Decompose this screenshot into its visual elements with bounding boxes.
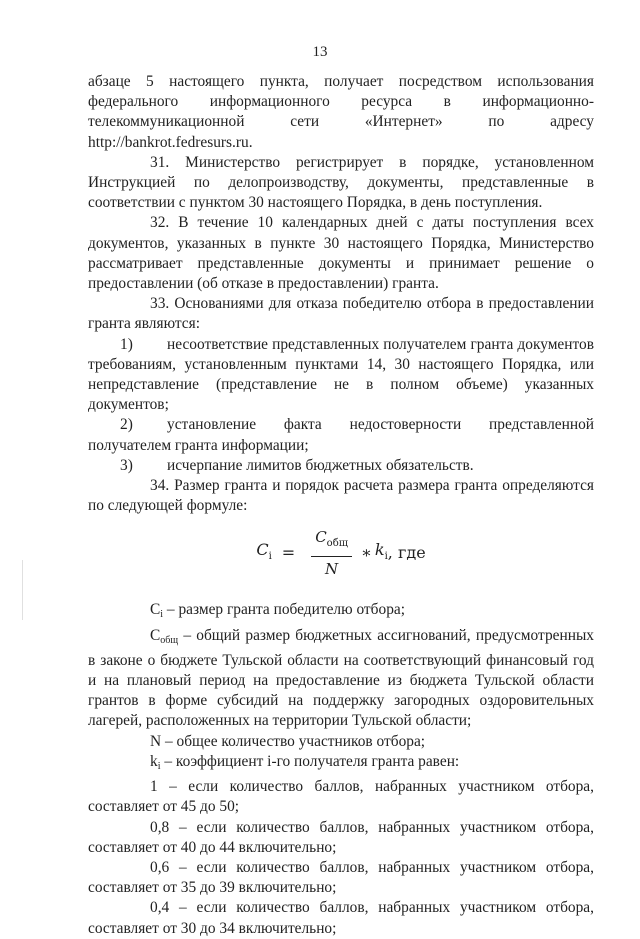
- formula-fraction: [311, 527, 352, 579]
- definition-cobsh: Cобщ – общий размер бюджетных ассигнований, предусмотренных в законе о бюджете Тульской области на соответствующий финансовый год и на плановый период на предоставление из бюджета Тульской области грантов в форме субсидий на поддержку загородных оздоровительных лагерей, расположенных на территории Тульской области;: [88, 626, 594, 730]
- definition-ci: Ci – размер гранта победителю отбора;: [150, 601, 405, 621]
- list-item-number: 2): [120, 416, 133, 434]
- paragraph-32: 32. В течение 10 календарных дней с даты поступления всех документов, указанных в пункте 30 настоящего Порядка, Министерство рассматривает представленные документы и принимает решение о предоставлении (об отказе в предоставлении) гранта.: [88, 214, 594, 293]
- list-item-text: установление факта недостоверности представленной получателем гранта информации;: [88, 416, 594, 454]
- list-item-33-3: [88, 456, 594, 476]
- scan-margin-mark: [22, 560, 23, 620]
- page-number: 13: [312, 44, 328, 60]
- paragraph-34: 34. Размер гранта и порядок расчета размера гранта определяются по следующей формуле:: [88, 477, 594, 515]
- formula-equals: =: [281, 543, 296, 563]
- definition-n: N – общее количество участников отбора;: [150, 732, 426, 750]
- list-item-number: 1): [120, 335, 133, 353]
- list-item-33-2: [88, 415, 594, 455]
- formula-numerator: $C_{общ}$: [311, 527, 352, 557]
- paragraph-31: 31. Министерство регистрирует в порядке, установленном Инструкцией по делопроизводству, документы, представленные в соответствии с пунктом 30 настоящего Порядка, в день поступления.: [88, 153, 594, 212]
- formula-lhs: $C_i$: [256, 539, 272, 562]
- list-item-text: несоответствие представленных получателем гранта документов требованиям, установленным пунктами 14, 30 настоящего Порядка, или непредставление (представление не в полном объеме) указанных документов;: [88, 335, 594, 414]
- coefficient-0-4: 0,4 – если количество баллов, набранных участником отбора, составляет от 30 до 34 включительно;: [88, 899, 594, 937]
- list-item-33-1: [88, 335, 594, 416]
- grant-formula: [88, 518, 594, 588]
- list-item-number: 3): [120, 456, 133, 474]
- formula-coefficient: $k_i$: [374, 539, 388, 562]
- paragraph-33: 33. Основаниями для отказа победителю отбора в предоставлении гранта являются:: [88, 295, 594, 333]
- formula-denominator: N: [325, 560, 339, 579]
- coefficient-0-8: 0,8 – если количество баллов, набранных участником отбора, составляет от 40 до 44 включительно;: [88, 818, 594, 856]
- coefficient-1: 1 – если количество баллов, набранных участником отбора, составляет от 45 до 50;: [88, 778, 594, 816]
- paragraph-continuation: абзаце 5 настоящего пункта, получает посредством использования федерального информационного ресурса в информационно-телекоммуникационной сети «Интернет» по адресу http://bankrot.fedresurs.ru.: [88, 73, 594, 151]
- document-body: [88, 72, 594, 939]
- formula-multiply: ∗: [361, 543, 372, 563]
- formula-tail: , где: [387, 543, 426, 563]
- list-item-text: исчерпание лимитов бюджетных обязательств.: [167, 456, 474, 474]
- definition-ki: ki – коэффициент i-го получателя гранта равен:: [150, 752, 460, 772]
- coefficient-0-6: 0,6 – если количество баллов, набранных участником отбора, составляет от 35 до 39 включительно;: [88, 858, 594, 897]
